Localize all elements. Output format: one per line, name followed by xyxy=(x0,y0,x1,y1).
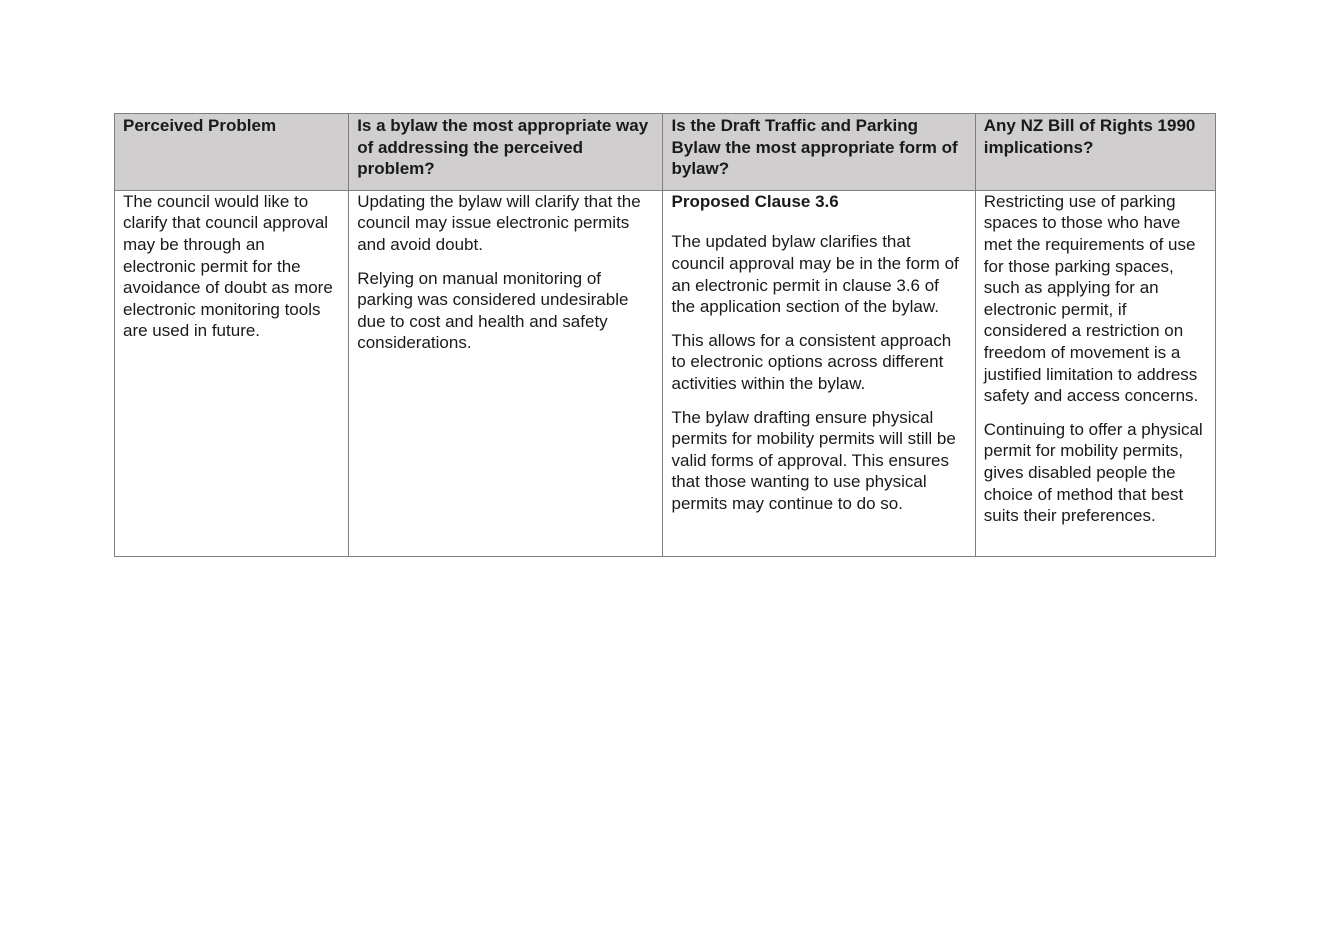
paragraph: The bylaw drafting ensure physical permits for mobility permits will still be valid forms of approval. This ensures that those wanting to use physical permits may continue to do so. xyxy=(671,407,956,513)
paragraph: Updating the bylaw will clarify that the council may issue electronic permits and avoid doubt. xyxy=(357,191,641,254)
paragraph: This allows for a consistent approach to electronic options across different activities within the bylaw. xyxy=(671,330,952,393)
cell-bill-of-rights xyxy=(975,190,1215,556)
paragraph: Continuing to offer a physical permit for mobility permits, gives disabled people the choice of method that best suits their preferences. xyxy=(983,419,1203,526)
header-perceived-problem: Perceived Problem xyxy=(115,114,349,191)
paragraph: Restricting use of parking spaces to those who have met the requirements of use for those parking spaces, such as applying for an electronic permit, if considered a restriction on freedom of movement is a justified limitation to address safety and access concerns. xyxy=(983,191,1199,406)
table-row xyxy=(115,190,1216,556)
header-draft-bylaw-form: Is the Draft Traffic and Parking Bylaw the most appropriate form of bylaw? xyxy=(663,114,975,191)
clause-heading: Proposed Clause 3.6 xyxy=(671,191,839,211)
header-bylaw-appropriate: Is a bylaw the most appropriate way of addressing the perceived problem? xyxy=(349,114,663,191)
paragraph: The council would like to clarify that council approval may be through an electronic permit for the avoidance of doubt as more electronic monitoring tools are used in future. xyxy=(123,191,333,341)
cell-draft-bylaw-form xyxy=(663,190,975,556)
paragraph: Relying on manual monitoring of parking was considered undesirable due to cost and health and safety considerations. xyxy=(357,268,629,353)
bylaw-analysis-table xyxy=(114,113,1216,557)
cell-perceived-problem xyxy=(115,190,349,556)
table-header-row xyxy=(115,114,1216,191)
header-bill-of-rights: Any NZ Bill of Rights 1990 implications? xyxy=(975,114,1215,191)
paragraph: The updated bylaw clarifies that council approval may be in the form of an electronic permit in clause 3.6 of the application section of the bylaw. xyxy=(671,232,959,317)
cell-bylaw-appropriate xyxy=(349,190,663,556)
